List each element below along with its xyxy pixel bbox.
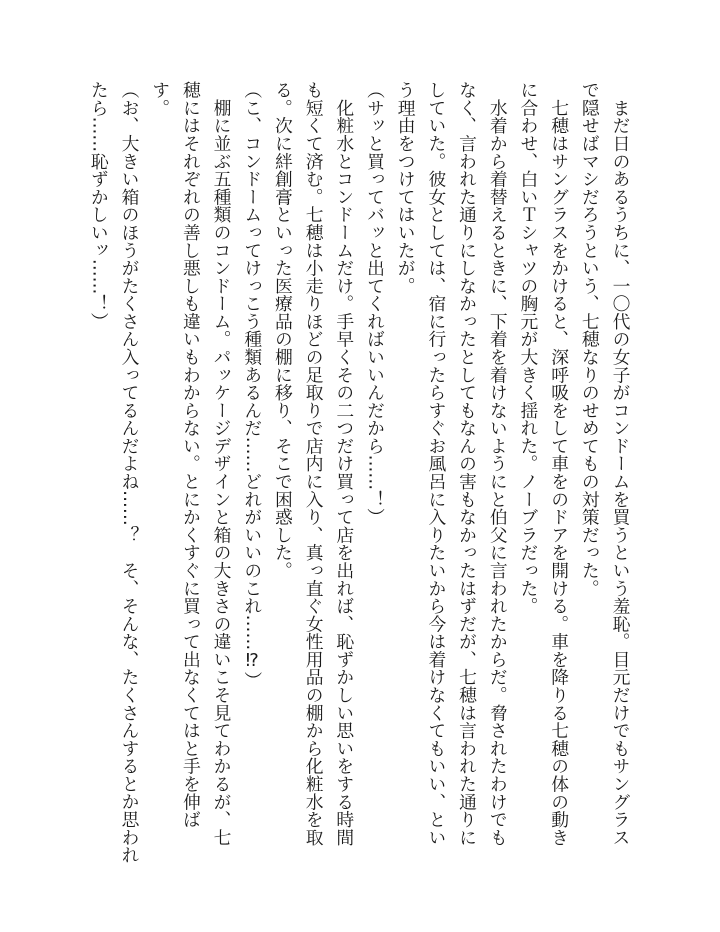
text-line-8: う理由をつけてはいたが。	[395, 81, 417, 295]
text-line-10: 化粧水とコンドームだけ。手早くその二つだけ買って店を出れば、恥ずかしい思いをする時間	[333, 81, 355, 846]
text-line-6: なく、言われた通りにしなかったとしてもなんの害もなかったはずだが、七穂は言われた通りに	[456, 81, 478, 846]
text-line-12: る。次に絆創膏といった医療品の棚に移り、そこで困惑した。	[272, 81, 294, 580]
text-line-14: 棚に並ぶ五種類のコンドーム。パッケージデザインと箱の大きさの違いこそ見てわかるが、七	[211, 81, 233, 846]
text-line-13: （こ、コンドームってけっこう種類あるんだ……どれがいいのこれ……⁉）	[241, 81, 263, 690]
text-line-18: たら……恥ずかしいッ……！）	[88, 81, 110, 331]
text-line-5: 水着から着替えるときに、下着を着けないようにと伯父に言われたからだ。脅されたわけでも	[487, 81, 509, 846]
vertical-text-body	[82, 81, 635, 864]
text-line-11: も短くて済む。七穂は小走りほどの足取りで店内に入り、真っ直ぐ女性用品の棚から化粧水を取	[303, 81, 325, 846]
text-line-15: 穂にはそれぞれの善し悪しも違いもわからない。とにかくすぐに買って出なくてはと手を伸ば	[180, 81, 202, 829]
text-line-3: 七穂はサングラスをかけると、深呼吸をして車をのドアを開ける。車を降りる七穂の体の動き	[548, 81, 570, 846]
text-line-2: で隠せばマシだろうという、七穂なりのせめてもの対策だった。	[579, 81, 601, 597]
text-line-1: まだ日のあるうちに、一〇代の女子がコンドームを買うという羞恥。目元だけでもサングラス	[610, 81, 631, 846]
text-line-7: していた。彼女としては、宿に行ったらすぐお風呂に入りたいから今は着けなくてもいい、とい	[425, 81, 447, 846]
text-line-9: （サッと買ってバッと出てくればいいんだから……！）	[364, 81, 386, 526]
text-line-16: す。	[149, 81, 171, 117]
text-line-4: に合わせ、白いＴシャツの胸元が大きく揺れた。ノーブラだった。	[517, 81, 539, 615]
text-line-17: （お、大きい箱のほうがたくさん入ってるんだよね……？ そ、そんな、たくさんするとか思われ	[119, 81, 140, 864]
